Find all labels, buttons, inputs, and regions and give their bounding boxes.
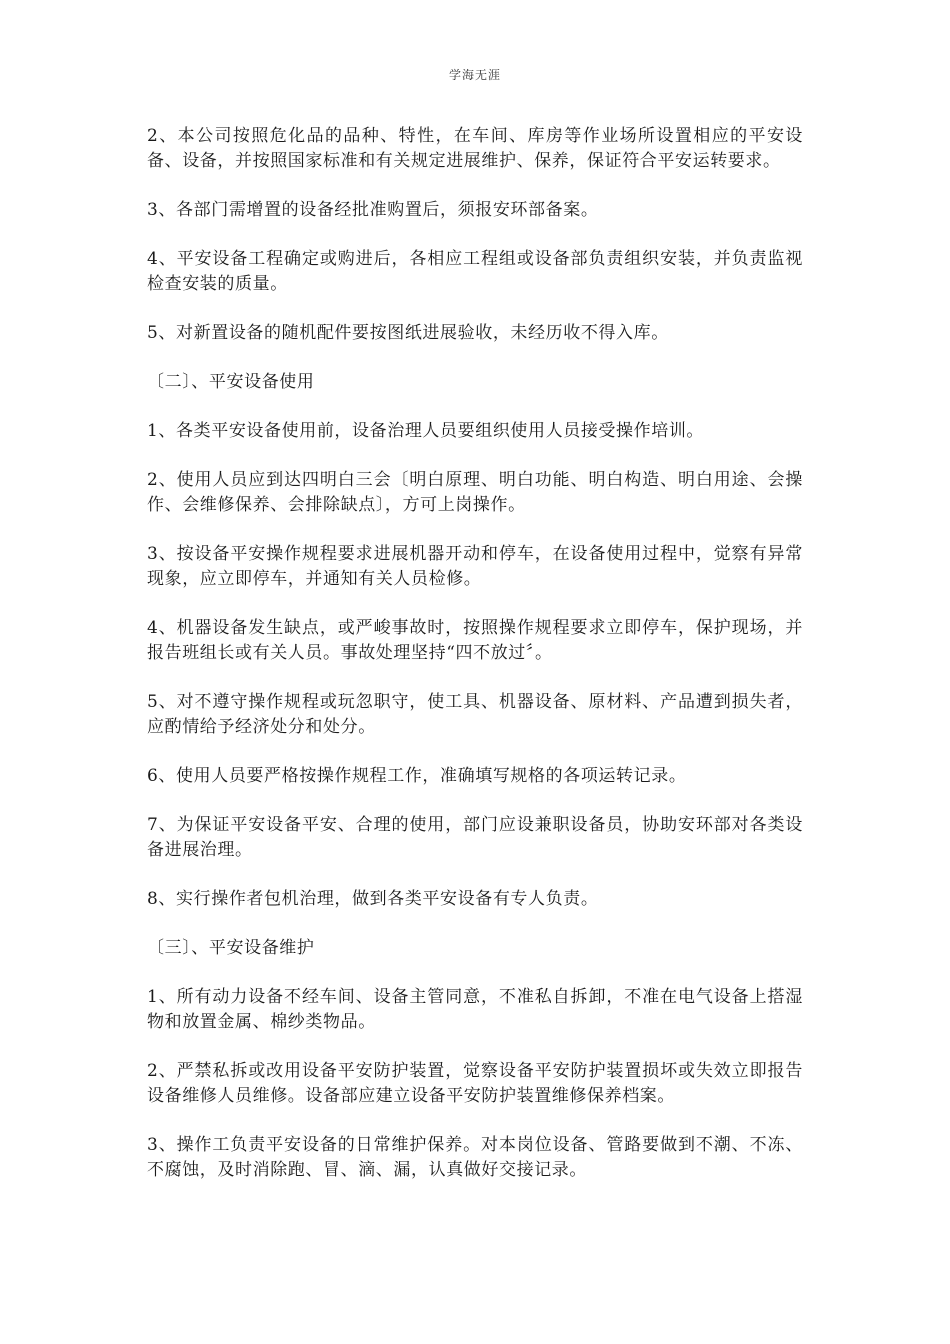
paragraph-usage-8: 8、实行操作者包机治理，做到各类平安设备有专人负责。 <box>147 889 599 909</box>
section-heading-usage: 〔二〕、平安设备使用 <box>147 372 315 392</box>
paragraph-usage-1: 1、各类平安设备使用前，设备治理人员要组织使用人员接受操作培训。 <box>147 421 705 441</box>
paragraph-usage-2: 2、使用人员应到达四明白三会〔明白原理、明白功能、明白构造、明白用途、会操作、会维修保养、会排除缺点〕，方可上岗操作。 <box>147 470 803 515</box>
paragraph-usage-4: 4、机器设备发生缺点，或严峻事故时，按照操作规程要求立即停车，保护现场，并报告班组长或有关人员。事故处理坚持“四不放过〞。 <box>147 618 803 663</box>
document-body <box>147 124 803 1207</box>
paragraph-usage-6: 6、使用人员要严格按操作规程工作，准确填写规格的各项运转记录。 <box>147 766 687 786</box>
paragraph-usage-7: 7、为保证平安设备平安、合理的使用，部门应设兼职设备员，协助安环部对各类设备进展治理。 <box>147 815 803 860</box>
section-heading-maintenance: 〔三〕、平安设备维护 <box>147 938 315 958</box>
paragraph-item-5: 5、对新置设备的随机配件要按图纸进展验收，未经历收不得入库。 <box>147 323 669 343</box>
paragraph-usage-3: 3、按设备平安操作规程要求进展机器开动和停车，在设备使用过程中，觉察有异常现象，应立即停车，并通知有关人员检修。 <box>147 544 803 589</box>
paragraph-item-3: 3、各部门需增置的设备经批准购置后，须报安环部备案。 <box>147 200 599 220</box>
paragraph-maintenance-3: 3、操作工负责平安设备的日常维护保养。对本岗位设备、管路要做到不潮、不冻、不腐蚀，及时消除跑、冒、滴、漏，认真做好交接记录。 <box>147 1135 803 1180</box>
paragraph-maintenance-2: 2、严禁私拆或改用设备平安防护装置，觉察设备平安防护装置损坏或失效立即报告设备维修人员维修。设备部应建立设备平安防护装置维修保养档案。 <box>147 1061 803 1106</box>
paragraph-item-2: 2、本公司按照危化品的品种、特性，在车间、库房等作业场所设置相应的平安设备、设备，并按照国家标准和有关规定进展维护、保养，保证符合平安运转要求。 <box>147 126 803 171</box>
page-header: 学海无涯 <box>448 68 501 82</box>
paragraph-usage-5: 5、对不遵守操作规程或玩忽职守，使工具、机器设备、原材料、产品遭到损失者，应酌情给予经济处分和处分。 <box>147 692 803 737</box>
paragraph-maintenance-1: 1、所有动力设备不经车间、设备主管同意，不准私自拆卸，不准在电气设备上搭湿物和放置金属、棉纱类物品。 <box>147 987 803 1032</box>
paragraph-item-4: 4、平安设备工程确定或购进后，各相应工程组或设备部负责组织安装，并负责监视检查安装的质量。 <box>147 249 803 294</box>
